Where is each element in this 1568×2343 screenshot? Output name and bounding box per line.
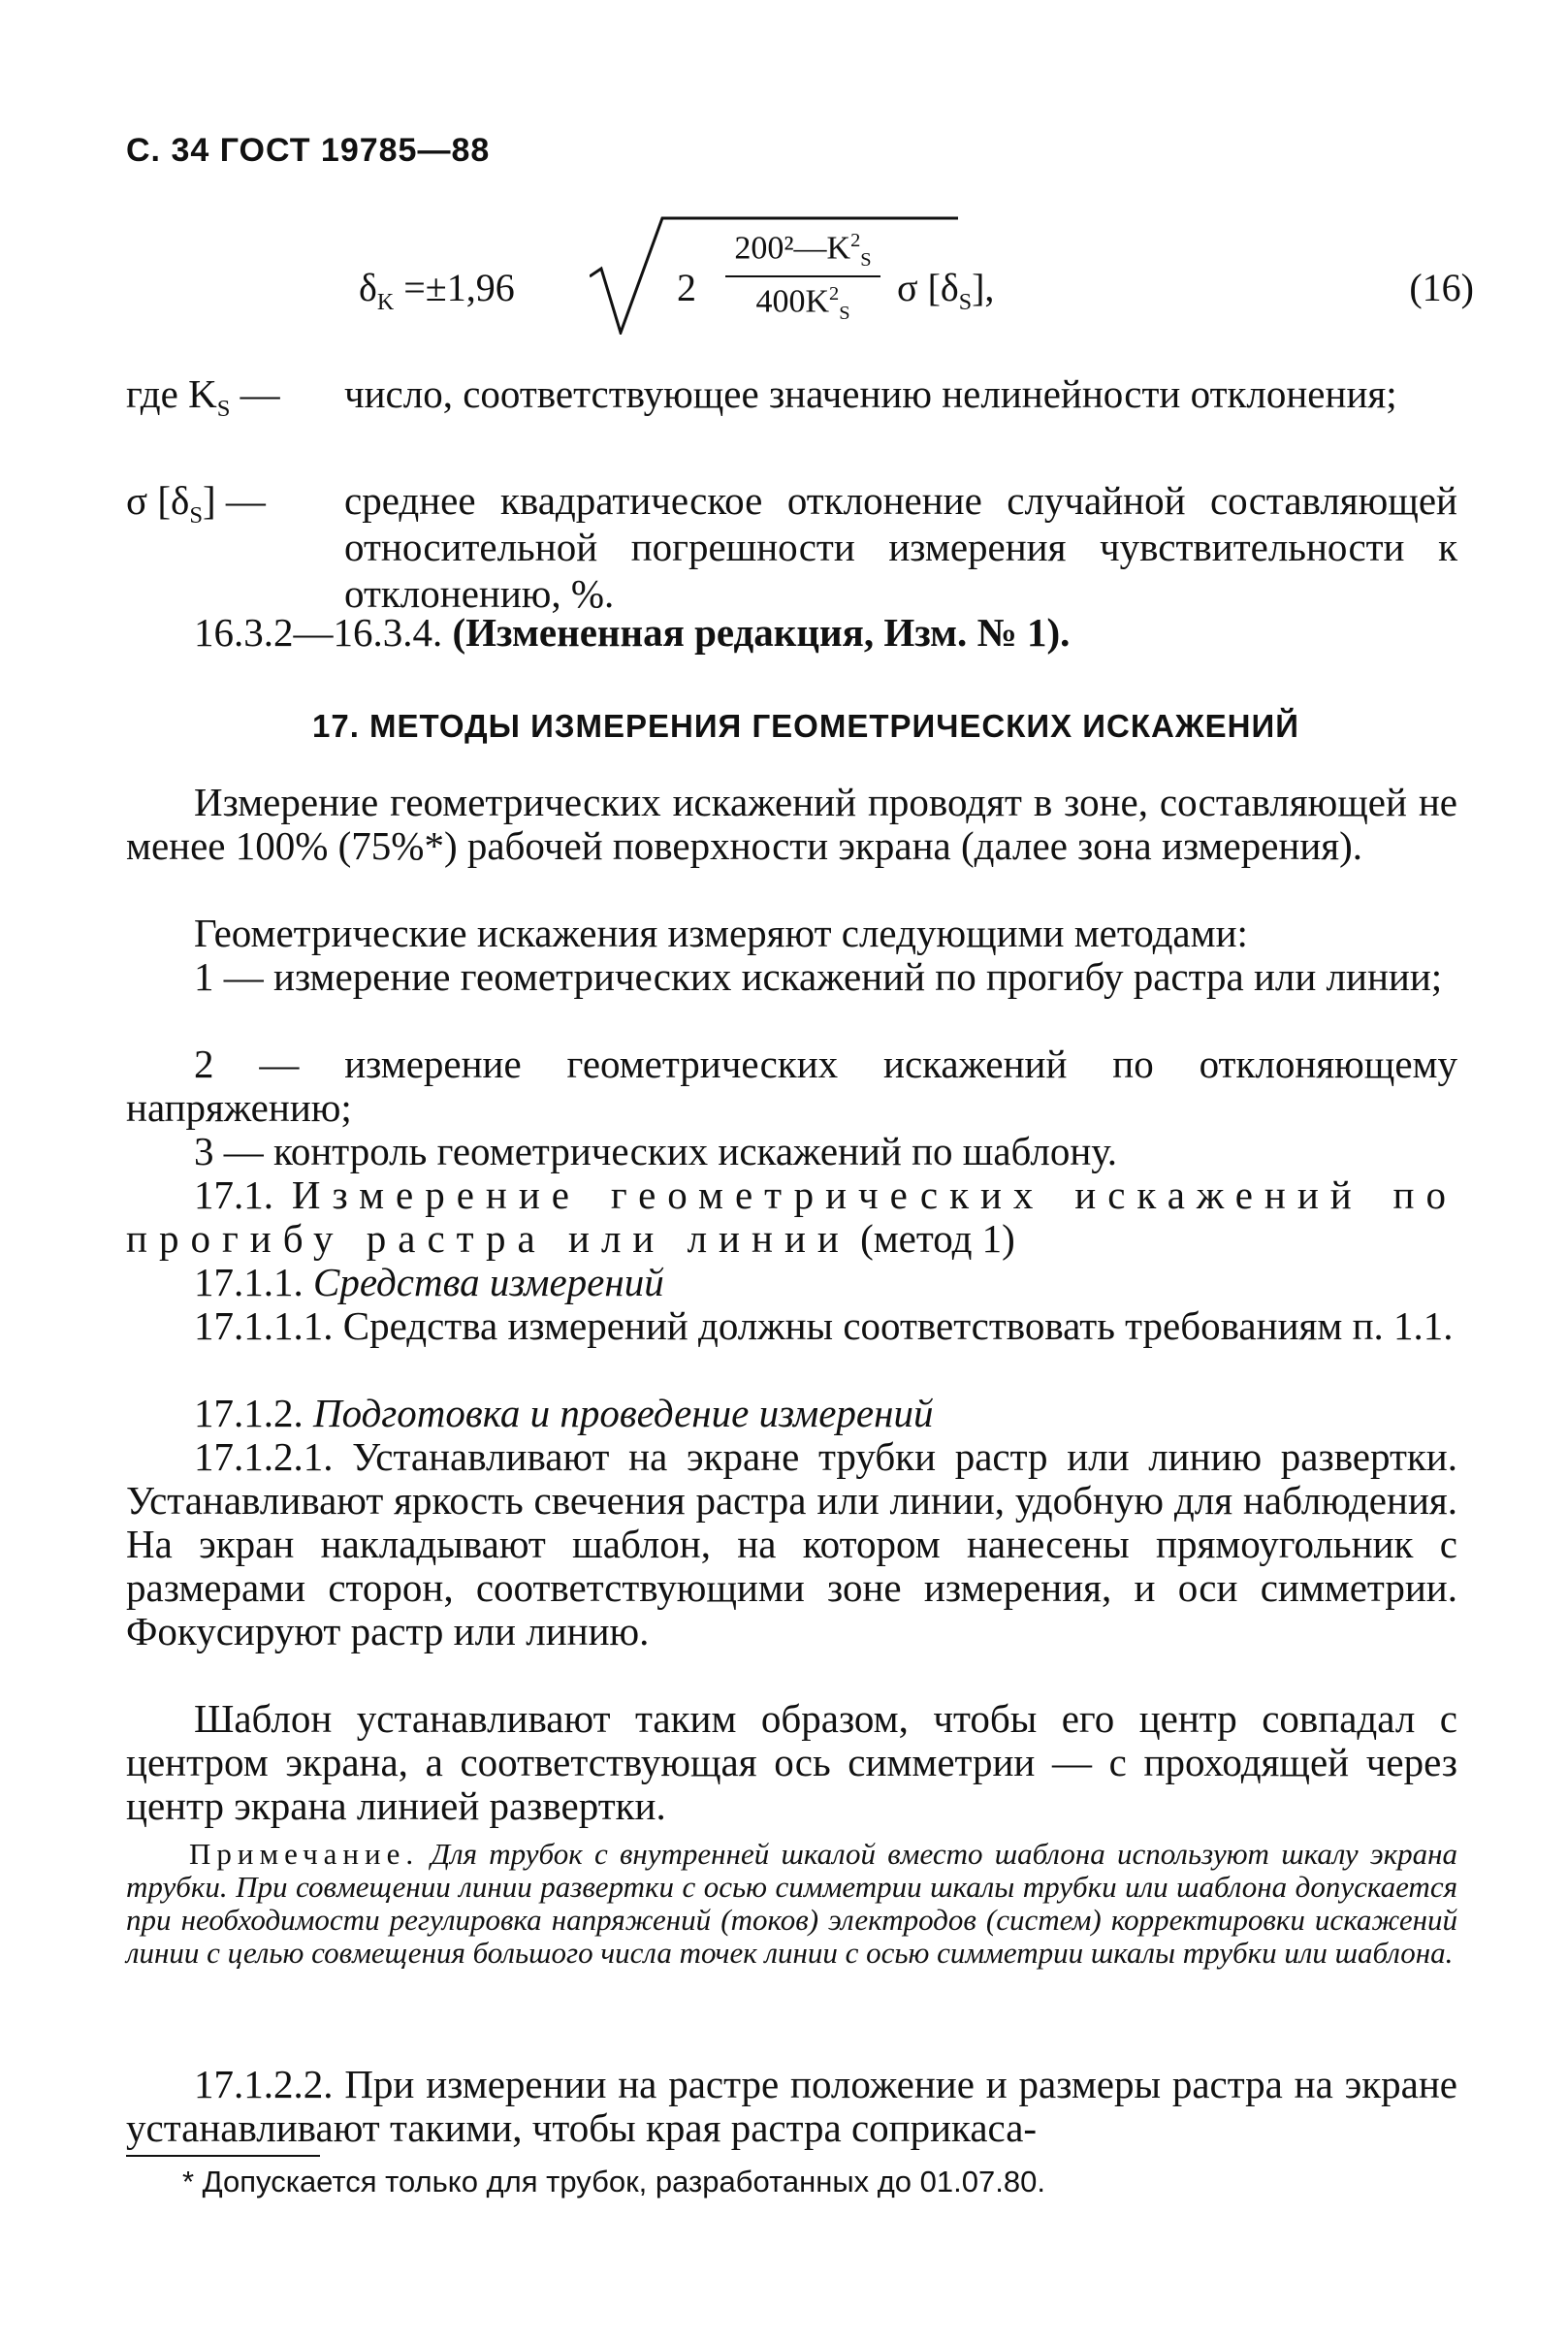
definition-sigma (126, 477, 1457, 617)
method-item-3: 3 — контроль геометрических искажений по шаблону. (194, 1129, 1117, 1173)
paragraph-17-1-2-2: 17.1.2.2. При измерении на растре положение и размеры растра на экране устанавливают такими, чтобы края растра соприкаса- (126, 2062, 1457, 2150)
amendment-line: 16.3.2—16.3.4. (Измененная редакция, Изм. № 1). (194, 610, 1071, 655)
definition-term: где $K_S$ — (126, 371, 280, 423)
footnote-rule (126, 2155, 320, 2157)
note-text: Для трубок с внутренней шкалой вместо шаблона используют шкалу экрана трубки. При совмещении линии развертки с осью симметрии шкалы трубки или шаблона допускается при необходимости регулировка напряжений (токов) электродов (систем) корректировки искажений линии с целью совмещения большого числа точек линии с осью симметрии шкалы трубки или шаблона. (126, 1837, 1457, 1970)
paragraph-methods-intro: Геометрические искажения измеряют следующими методами: (194, 911, 1248, 955)
definition-term: σ $[\delta_S]$ — (126, 478, 266, 530)
formula-16 (359, 209, 1474, 344)
formula-factor: 2 (677, 266, 696, 309)
paragraph-zone: Измерение геометрических искажений проводят в зоне, составляющей не менее 100% (75%*) рабочей поверхности экрана (далее зона измерения). (126, 780, 1457, 868)
paragraph-17-1-2-1: 17.1.2.1. Устанавливают на экране трубки растр или линию развертки. Устанавливают яркость свечения растра или линии, удобную для наблюдения. На экран накладывают шаблон, на котором нанесены прямоугольник с размерами сторон, соответствующими зоне измерения, и оси симметрии. Фокусируют растр или линию. (126, 1434, 1457, 1653)
definition-text: число, соответствующее значению нелинейности отклонения; (344, 371, 1397, 416)
formula-fraction (725, 230, 880, 325)
paragraph-17-1-1-1: 17.1.1.1. Средства измерений должны соответствовать требованиям п. 1.1. (194, 1303, 1454, 1348)
formula-sigma: σ $[\delta_S]$, (897, 266, 995, 315)
section-title: 17. МЕТОДЫ ИЗМЕРЕНИЯ ГЕОМЕТРИЧЕСКИХ ИСКАЖЕНИЙ (312, 708, 1299, 744)
subsection-17-1: 17.1. Измерение геометрических искажений по прогибу растра или линии (метод 1) (126, 1172, 1457, 1261)
note-label: Примечание. (189, 1837, 420, 1871)
paragraph-template-placement: Шаблон устанавливают таким образом, чтобы его центр совпадал с центром экрана, а соответствующая ось симметрии — с проходящей через центр экрана линией развертки. (126, 1696, 1457, 1828)
formula-lhs: $\delta_K =\pm 1,96$ (359, 266, 515, 315)
page-header: С. 34 ГОСТ 19785—88 (126, 132, 491, 169)
subsection-17-1-2: 17.1.2. Подготовка и проведение измерений (194, 1391, 934, 1435)
equation-number: (16) (1409, 266, 1474, 309)
footnote: * Допускается только для трубок, разработанных до 01.07.80. (182, 2165, 1045, 2199)
fraction-denominator: $400K^2_S$ (755, 283, 850, 325)
definition-text: среднее квадратическое отклонение случайной составляющей относительной погрешности измерения чувствительности к отклонению, %. (344, 478, 1457, 616)
method-item-1: 1 — измерение геометрических искажений по прогибу растра или линии; (194, 954, 1443, 999)
method-item-2: 2 — измерение геометрических искажений по отклоняющему напряжению; (126, 1042, 1457, 1130)
subsection-17-1-1: 17.1.1. Средства измерений (194, 1260, 664, 1304)
definition-ks (126, 370, 1457, 464)
note-block (126, 1838, 1457, 1970)
fraction-numerator: $200^2—K^2_S$ (725, 230, 880, 277)
